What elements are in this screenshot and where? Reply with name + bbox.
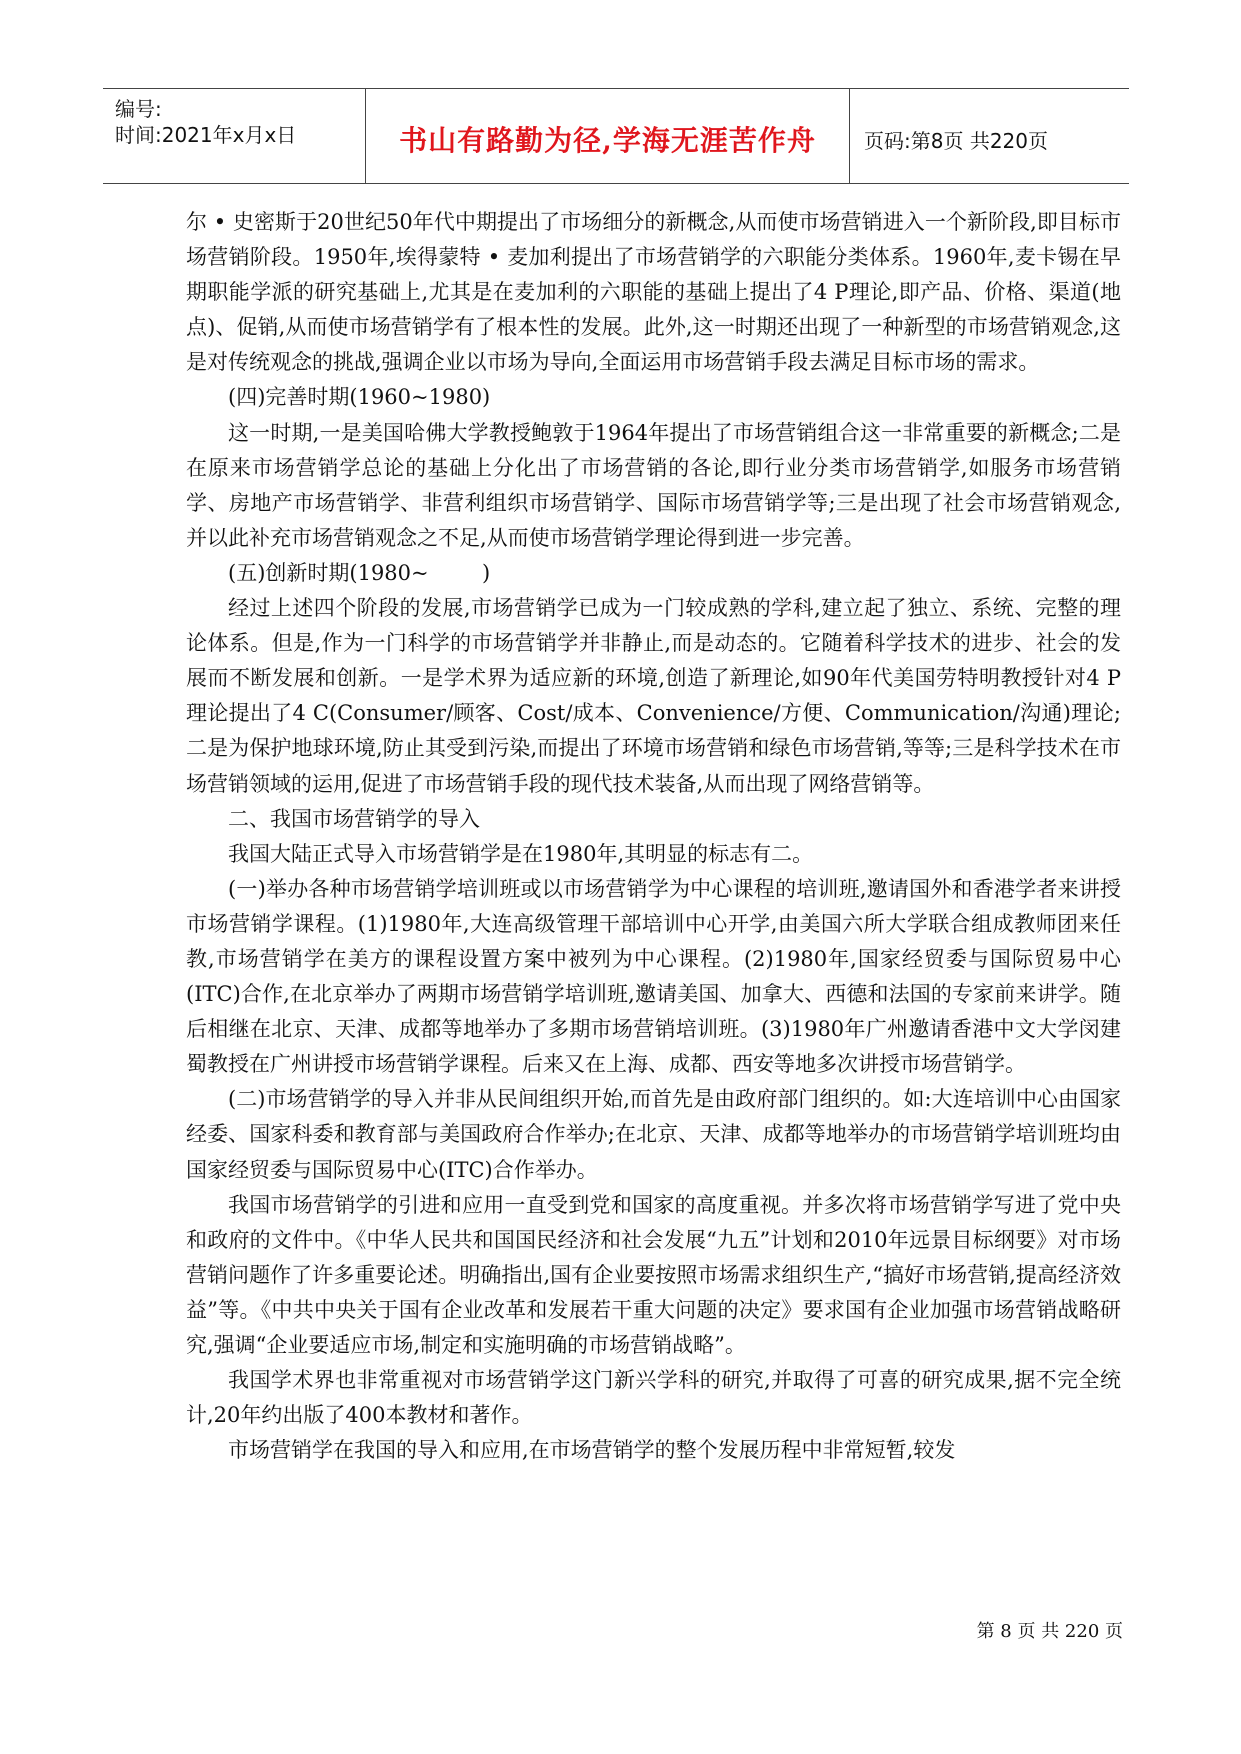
page-footer: 第 8 页 共 220 页 bbox=[976, 1621, 1123, 1642]
section-heading: (五)创新时期(1980~ ) bbox=[228, 560, 491, 585]
document-body bbox=[186, 205, 1121, 1468]
document-date: 时间:2021年x月x日 bbox=[115, 123, 297, 147]
header-meta bbox=[103, 89, 366, 183]
header-motto: 书山有路勤为径,学海无涯苦作舟 bbox=[399, 124, 816, 157]
document-number-label: 编号: bbox=[115, 97, 162, 121]
paragraph: 经过上述四个阶段的发展,市场营销学已成为一门较成熟的学科,建立起了独立、系统、完整的理论体系。但是,作为一门科学的市场营销学并非静止,而是动态的。它随着科学技术的进步、社会的发展而不断发展和创新。一是学术界为适应新的环境,创造了新理论,如90年代美国劳特明教授针对4 P理论提出了4 C(Consumer/顾客、Cost/成本、Convenience/方便、Communication/沟通)理论;二是为保护地球环境,防止其受到污染,而提出了环境市场营销和绿色市场营销,等等;三是科学技术在市场营销领域的运用,促进了市场营销手段的现代技术装备,从而出现了网络营销等。 bbox=[186, 596, 1121, 796]
paragraph: (二)市场营销学的导入并非从民间组织开始,而首先是由政府部门组织的。如:大连培训中心由国家经委、国家科委和教育部与美国政府合作举办;在北京、天津、成都等地举办的市场营销学培训班均由国家经贸委与国际贸易中心(ITC)合作举办。 bbox=[186, 1087, 1121, 1182]
paragraph: 尔 • 史密斯于20世纪50年代中期提出了市场细分的新概念,从而使市场营销进入一个新阶段,即目标市场营销阶段。1950年,埃得蒙特 • 麦加利提出了市场营销学的六职能分类体系。1960年,麦卡锡在早期职能学派的研究基础上,尤其是在麦加利的六职能的基础上提出了4 P理论,即产品、价格、渠道(地点)、促销,从而使市场营销学有了根本性的发展。此外,这一时期还出现了一种新型的市场营销观念,这是对传统观念的挑战,强调企业以市场为导向,全面运用市场营销手段去满足目标市场的需求。 bbox=[186, 210, 1121, 375]
paragraph: (一)举办各种市场营销学培训班或以市场营销学为中心课程的培训班,邀请国外和香港学者来讲授市场营销学课程。(1)1980年,大连高级管理干部培训中心开学,由美国六所大学联合组成教师团来任教,市场营销学在美方的课程设置方案中被列为中心课程。(2)1980年,国家经贸委与国际贸易中心(ITC)合作,在北京举办了两期市场营销学培训班,邀请美国、加拿大、西德和法国的专家前来讲学。随后相继在北京、天津、成都等地举办了多期市场营销培训班。(3)1980年广州邀请香港中文大学闵建蜀教授在广州讲授市场营销学课程。后来又在上海、成都、西安等地多次讲授市场营销学。 bbox=[186, 876, 1121, 1077]
page-header bbox=[103, 88, 1129, 184]
paragraph: 我国大陆正式导入市场营销学是在1980年,其明显的标志有二。 bbox=[228, 841, 814, 866]
paragraph: 我国市场营销学的引进和应用一直受到党和国家的高度重视。并多次将市场营销学写进了党中央和政府的文件中。《中华人民共和国国民经济和社会发展“九五”计划和2010年远景目标纲要》对市场营销问题作了许多重要论述。明确指出,国有企业要按照市场需求组织生产,“搞好市场营销,提高经济效益”等。《中共中央关于国有企业改革和发展若干重大问题的决定》要求国有企业加强市场营销战略研究,强调“企业要适应市场,制定和实施明确的市场营销战略”。 bbox=[186, 1192, 1121, 1357]
section-heading: (四)完善时期(1960~1980) bbox=[228, 385, 491, 410]
header-page-info: 页码:第8页 共220页 bbox=[864, 129, 1048, 153]
header-page-cell bbox=[850, 89, 1129, 183]
paragraph: 这一时期,一是美国哈佛大学教授鲍敦于1964年提出了市场营销组合这一非常重要的新概念;二是在原来市场营销学总论的基础上分化出了市场营销的各论,即行业分类市场营销学,如服务市场营销学、房地产市场营销学、非营利组织市场营销学、国际市场营销学等;三是出现了社会市场营销观念,并以此补充市场营销观念之不足,从而使市场营销学理论得到进一步完善。 bbox=[186, 420, 1121, 550]
header-motto-cell bbox=[366, 89, 850, 183]
paragraph: 我国学术界也非常重视对市场营销学这门新兴学科的研究,并取得了可喜的研究成果,据不完全统计,20年约出版了400本教材和著作。 bbox=[186, 1368, 1121, 1428]
paragraph: 市场营销学在我国的导入和应用,在市场营销学的整个发展历程中非常短暂,较发 bbox=[228, 1438, 956, 1463]
section-heading: 二、我国市场营销学的导入 bbox=[228, 806, 480, 831]
